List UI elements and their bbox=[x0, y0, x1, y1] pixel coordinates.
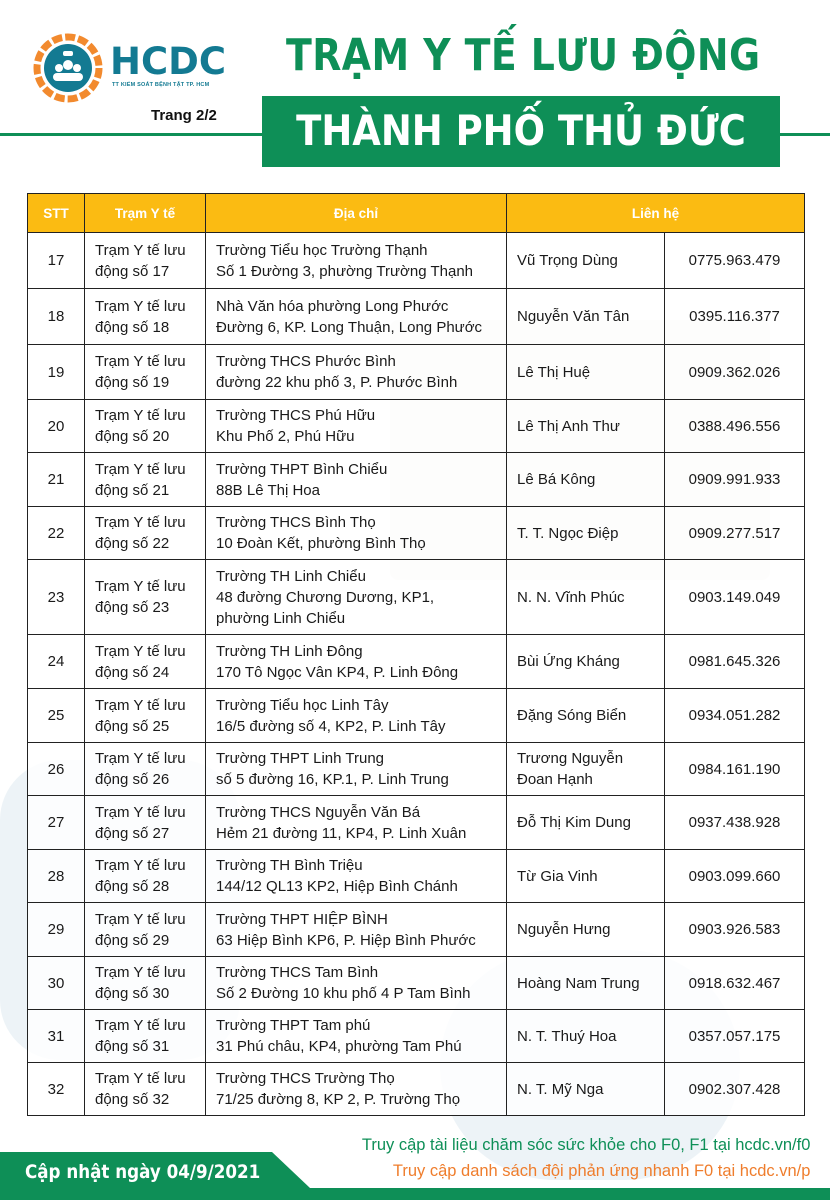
station-line: động số 20 bbox=[95, 428, 170, 445]
address-line: đường 22 khu phố 3, P. Phước Bình bbox=[216, 374, 458, 391]
table-body bbox=[28, 233, 805, 1116]
cell-contact-name bbox=[507, 635, 665, 689]
address-line: 63 Hiệp Bình KP6, P. Hiệp Bình Phước bbox=[216, 931, 476, 949]
station-line: động số 19 bbox=[95, 374, 170, 391]
table-row bbox=[28, 635, 805, 689]
cell-station bbox=[85, 796, 206, 850]
contact_name-line: Lê Bá Kông bbox=[517, 471, 596, 488]
cell-stt: 28 bbox=[28, 850, 85, 903]
rapid-response-link[interactable]: Truy cập danh sách đội phản ứng nhanh F0 tại hcdc.vn/p bbox=[392, 1161, 810, 1180]
address-line: Hẻm 21 đường 11, KP4, P. Linh Xuân bbox=[216, 824, 467, 842]
subtitle-banner bbox=[262, 96, 780, 167]
address-line: Khu Phố 2, Phú Hữu bbox=[216, 428, 355, 445]
cell-contact-name bbox=[507, 1063, 665, 1116]
address-line: 144/12 QL13 KP2, Hiệp Bình Chánh bbox=[216, 878, 458, 895]
contact_name-line: Lê Thị Huệ bbox=[517, 363, 591, 381]
cell-phone: 0909.362.026 bbox=[665, 345, 805, 400]
cell-phone: 0909.991.933 bbox=[665, 453, 805, 507]
column-header-address: Địa chỉ bbox=[206, 194, 507, 233]
station-line: động số 24 bbox=[95, 663, 170, 681]
station-line: động số 28 bbox=[95, 878, 170, 895]
cell-address bbox=[206, 507, 507, 560]
table-header-row bbox=[28, 194, 805, 233]
table-row bbox=[28, 903, 805, 957]
cell-phone: 0902.307.428 bbox=[665, 1063, 805, 1116]
contact_name-line: Hoàng Nam Trung bbox=[517, 974, 640, 992]
footer-bar bbox=[0, 1188, 830, 1200]
cell-phone: 0357.057.175 bbox=[665, 1010, 805, 1063]
cell-address bbox=[206, 689, 507, 743]
table-row bbox=[28, 345, 805, 400]
cell-address bbox=[206, 635, 507, 689]
address-line: 48 đường Chương Dương, KP1, bbox=[216, 588, 435, 606]
address-line: Trường THCS Phú Hữu bbox=[216, 407, 376, 424]
address-line: Đường 6, KP. Long Thuận, Long Phước bbox=[216, 318, 483, 336]
cell-stt: 25 bbox=[28, 689, 85, 743]
cell-address bbox=[206, 345, 507, 400]
cell-contact-name bbox=[507, 796, 665, 850]
cell-address bbox=[206, 289, 507, 345]
cell-address bbox=[206, 957, 507, 1010]
station-line: động số 26 bbox=[95, 771, 170, 788]
station-line: Trạm Y tế lưu bbox=[95, 407, 186, 424]
station-line: Trạm Y tế lưu bbox=[95, 910, 186, 928]
address-line: Trường Tiểu học Linh Tây bbox=[216, 696, 389, 714]
hcdc-logo-icon bbox=[33, 33, 103, 103]
station-line: Trạm Y tế lưu bbox=[95, 297, 186, 315]
cell-stt: 19 bbox=[28, 345, 85, 400]
cell-address bbox=[206, 560, 507, 635]
cell-contact-name bbox=[507, 903, 665, 957]
cell-phone: 0909.277.517 bbox=[665, 507, 805, 560]
cell-station bbox=[85, 957, 206, 1010]
station-line: động số 25 bbox=[95, 717, 170, 735]
cell-station bbox=[85, 635, 206, 689]
station-line: động số 23 bbox=[95, 599, 170, 616]
table-row bbox=[28, 850, 805, 903]
address-line: Trường THCS Phước Bình bbox=[216, 353, 396, 370]
cell-stt: 21 bbox=[28, 453, 85, 507]
cell-contact-name bbox=[507, 957, 665, 1010]
address-line: Số 2 Đường 10 khu phố 4 P Tam Bình bbox=[216, 985, 471, 1002]
station-line: động số 31 bbox=[95, 1038, 170, 1055]
f0-f1-docs-link[interactable]: Truy cập tài liệu chăm sóc sức khỏe cho F0, F1 tại hcdc.vn/f0 bbox=[361, 1135, 810, 1154]
station-line: động số 32 bbox=[95, 1091, 170, 1108]
cell-stt: 26 bbox=[28, 743, 85, 796]
table-row bbox=[28, 1010, 805, 1063]
cell-address bbox=[206, 400, 507, 453]
table-row bbox=[28, 560, 805, 635]
cell-station bbox=[85, 850, 206, 903]
cell-address bbox=[206, 1063, 507, 1116]
cell-contact-name bbox=[507, 233, 665, 289]
contact_name-line: Đoan Hạnh bbox=[517, 771, 593, 788]
update-date: Cập nhật ngày 04/9/2021 bbox=[25, 1161, 261, 1183]
contact_name-line: N. T. Thuý Hoa bbox=[517, 1027, 617, 1045]
cell-address bbox=[206, 903, 507, 957]
cell-stt: 17 bbox=[28, 233, 85, 289]
cell-address bbox=[206, 233, 507, 289]
cell-contact-name bbox=[507, 850, 665, 903]
table-row bbox=[28, 507, 805, 560]
cell-stt: 32 bbox=[28, 1063, 85, 1116]
address-line: 16/5 đường số 4, KP2, P. Linh Tây bbox=[216, 717, 446, 735]
cell-station bbox=[85, 400, 206, 453]
station-line: động số 30 bbox=[95, 985, 170, 1002]
contact_name-line: Nguyễn Hưng bbox=[517, 921, 611, 938]
cell-station bbox=[85, 1010, 206, 1063]
cell-stt: 23 bbox=[28, 560, 85, 635]
cell-stt: 29 bbox=[28, 903, 85, 957]
contact_name-line: Vũ Trọng Dùng bbox=[517, 252, 618, 269]
cell-stt: 22 bbox=[28, 507, 85, 560]
contact_name-line: Bùi Ứng Kháng bbox=[517, 653, 620, 670]
stations-table bbox=[27, 193, 805, 1116]
contact_name-line: Trương Nguyễn bbox=[517, 750, 624, 767]
station-line: động số 18 bbox=[95, 318, 170, 336]
cell-station bbox=[85, 560, 206, 635]
station-line: Trạm Y tế lưu bbox=[95, 750, 186, 767]
station-line: động số 17 bbox=[95, 262, 170, 280]
cell-phone: 0388.496.556 bbox=[665, 400, 805, 453]
cell-station bbox=[85, 903, 206, 957]
column-header-station: Trạm Y tế bbox=[85, 194, 206, 233]
column-header-contact: Liên hệ bbox=[507, 194, 805, 233]
station-line: Trạm Y tế lưu bbox=[95, 696, 186, 714]
cell-station bbox=[85, 1063, 206, 1116]
address-line: Trường Tiểu học Trường Thạnh bbox=[216, 241, 428, 259]
cell-address bbox=[206, 850, 507, 903]
table-row bbox=[28, 957, 805, 1010]
address-line: 88B Lê Thị Hoa bbox=[216, 481, 320, 499]
table-row bbox=[28, 1063, 805, 1116]
cell-station bbox=[85, 233, 206, 289]
cell-contact-name bbox=[507, 689, 665, 743]
cell-phone: 0395.116.377 bbox=[665, 289, 805, 345]
station-line: Trạm Y tế lưu bbox=[95, 642, 186, 660]
cell-phone: 0903.099.660 bbox=[665, 850, 805, 903]
cell-phone: 0903.926.583 bbox=[665, 903, 805, 957]
cell-contact-name bbox=[507, 743, 665, 796]
station-line: Trạm Y tế lưu bbox=[95, 964, 186, 981]
address-line: 71/25 đường 8, KP 2, P. Trường Thọ bbox=[216, 1091, 461, 1108]
cell-contact-name bbox=[507, 345, 665, 400]
address-line: Trường THCS Bình Thọ bbox=[216, 514, 376, 531]
cell-address bbox=[206, 743, 507, 796]
cell-stt: 24 bbox=[28, 635, 85, 689]
address-line: 31 Phú châu, KP4, phường Tam Phú bbox=[216, 1038, 462, 1055]
table-row bbox=[28, 453, 805, 507]
cell-station bbox=[85, 453, 206, 507]
station-line: động số 29 bbox=[95, 931, 170, 949]
contact_name-line: Đỗ Thị Kim Dung bbox=[517, 814, 631, 831]
address-line: Số 1 Đường 3, phường Trường Thạnh bbox=[216, 262, 473, 280]
cell-phone: 0981.645.326 bbox=[665, 635, 805, 689]
contact_name-line: Nguyễn Văn Tân bbox=[517, 308, 630, 325]
address-line: số 5 đường 16, KP.1, P. Linh Trung bbox=[216, 771, 449, 788]
table-row bbox=[28, 796, 805, 850]
table-row bbox=[28, 233, 805, 289]
table-row bbox=[28, 689, 805, 743]
address-line: Trường TH Linh Đông bbox=[216, 642, 363, 660]
cell-station bbox=[85, 507, 206, 560]
contact_name-line: Lê Thị Anh Thư bbox=[517, 417, 620, 435]
station-line: Trạm Y tế lưu bbox=[95, 1017, 186, 1034]
cell-stt: 27 bbox=[28, 796, 85, 850]
station-line: Trạm Y tế lưu bbox=[95, 803, 186, 821]
page-indicator: Trang 2/2 bbox=[151, 107, 217, 124]
cell-address bbox=[206, 1010, 507, 1063]
contact_name-line: Đặng Sóng Biển bbox=[517, 707, 627, 724]
table-row bbox=[28, 289, 805, 345]
address-line: 10 Đoàn Kết, phường Bình Thọ bbox=[216, 535, 426, 552]
cell-phone: 0918.632.467 bbox=[665, 957, 805, 1010]
station-line: động số 27 bbox=[95, 824, 170, 842]
cell-contact-name bbox=[507, 507, 665, 560]
table-row bbox=[28, 743, 805, 796]
address-line: Trường THCS Tam Bình bbox=[216, 964, 379, 981]
cell-phone: 0903.149.049 bbox=[665, 560, 805, 635]
station-line: Trạm Y tế lưu bbox=[95, 353, 186, 370]
logo-subtitle: TT KIỂM SOÁT BỆNH TẬT TP. HCM bbox=[112, 82, 210, 88]
station-line: động số 22 bbox=[95, 535, 170, 552]
contact_name-line: N. T. Mỹ Nga bbox=[517, 1080, 604, 1098]
contact_name-line: Từ Gia Vinh bbox=[517, 867, 598, 885]
contact_name-line: T. T. Ngọc Điệp bbox=[517, 524, 619, 542]
cell-stt: 30 bbox=[28, 957, 85, 1010]
cell-station bbox=[85, 289, 206, 345]
cell-contact-name bbox=[507, 453, 665, 507]
address-line: Trường TH Bình Triệu bbox=[216, 857, 363, 874]
address-line: Trường TH Linh Chiểu bbox=[216, 567, 366, 585]
address-line: Trường THPT Bình Chiểu bbox=[216, 460, 388, 478]
cell-contact-name bbox=[507, 560, 665, 635]
station-line: Trạm Y tế lưu bbox=[95, 460, 186, 478]
address-line: 170 Tô Ngọc Vân KP4, P. Linh Đông bbox=[216, 663, 459, 681]
cell-phone: 0934.051.282 bbox=[665, 689, 805, 743]
cell-station bbox=[85, 345, 206, 400]
logo-name: HCDC bbox=[110, 40, 226, 83]
station-line: động số 21 bbox=[95, 481, 170, 499]
cell-address bbox=[206, 796, 507, 850]
cell-phone: 0937.438.928 bbox=[665, 796, 805, 850]
cell-station bbox=[85, 689, 206, 743]
cell-contact-name bbox=[507, 400, 665, 453]
station-line: Trạm Y tế lưu bbox=[95, 857, 186, 874]
cell-stt: 18 bbox=[28, 289, 85, 345]
cell-phone: 0775.963.479 bbox=[665, 233, 805, 289]
table-row bbox=[28, 400, 805, 453]
address-line: Trường THPT Linh Trung bbox=[216, 750, 385, 767]
page-subtitle: THÀNH PHỐ THỦ ĐỨC bbox=[296, 106, 746, 155]
page-title: TRẠM Y TẾ LƯU ĐỘNG bbox=[286, 30, 761, 81]
cell-station bbox=[85, 743, 206, 796]
address-line: Trường THPT HIỆP BÌNH bbox=[216, 910, 388, 928]
cell-address bbox=[206, 453, 507, 507]
cell-phone: 0984.161.190 bbox=[665, 743, 805, 796]
address-line: Nhà Văn hóa phường Long Phước bbox=[216, 297, 449, 315]
address-line: Trường THPT Tam phú bbox=[216, 1017, 371, 1034]
cell-stt: 20 bbox=[28, 400, 85, 453]
cell-stt: 31 bbox=[28, 1010, 85, 1063]
address-line: Trường THCS Trường Thọ bbox=[216, 1070, 395, 1087]
contact_name-line: N. N. Vĩnh Phúc bbox=[517, 588, 625, 606]
station-line: Trạm Y tế lưu bbox=[95, 1070, 186, 1087]
address-line: phường Linh Chiểu bbox=[216, 609, 346, 627]
station-line: Trạm Y tế lưu bbox=[95, 241, 186, 259]
station-line: Trạm Y tế lưu bbox=[95, 514, 186, 531]
column-header-stt: STT bbox=[28, 194, 85, 233]
cell-contact-name bbox=[507, 1010, 665, 1063]
station-line: Trạm Y tế lưu bbox=[95, 578, 186, 595]
cell-contact-name bbox=[507, 289, 665, 345]
address-line: Trường THCS Nguyễn Văn Bá bbox=[216, 803, 421, 821]
